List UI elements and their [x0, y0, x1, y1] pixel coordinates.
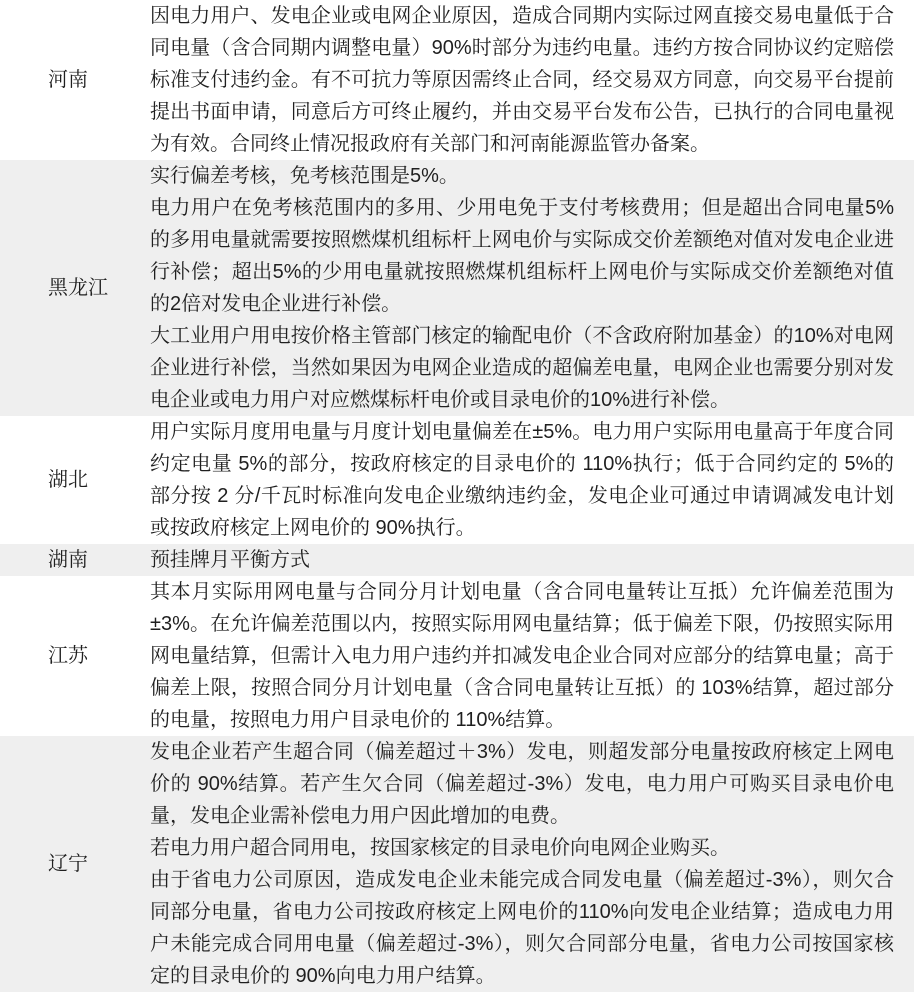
policy-paragraph: 大工业用户用电按价格主管部门核定的输配电价（不含政府附加基金）的10%对电网企业进行补偿，当然如果因为电网企业造成的超偏差电量，电网企业也需要分别对发电企业或电力用户对应燃煤标杆电价或目录电价的10%进行补偿。	[150, 325, 894, 411]
policy-paragraph: 若电力用户超合同用电，按国家核定的目录电价向电网企业购买。	[150, 837, 730, 859]
policy-paragraph: 预挂牌月平衡方式	[150, 549, 310, 571]
province-name: 河南	[48, 69, 88, 91]
province-name: 湖南	[48, 549, 88, 571]
policy-text-cell	[150, 160, 914, 416]
policy-paragraph: 因电力用户、发电企业或电网企业原因，造成合同期内实际过网直接交易电量低于合同电量（含合同期内调整电量）90%时部分为违约电量。违约方按合同协议约定赔偿标准支付违约金。有不可抗力等原因需终止合同，经交易双方同意，向交易平台提前提出书面申请，同意后方可终止履约，并由交易平台发布公告，已执行的合同电量视为有效。合同终止情况报政府有关部门和河南能源监管办备案。	[150, 5, 894, 155]
table-row	[0, 544, 914, 576]
table-row	[0, 416, 914, 544]
table-row	[0, 160, 914, 416]
policy-paragraph: 实行偏差考核，免考核范围是5%。	[150, 165, 459, 187]
policy-text-cell	[150, 544, 914, 576]
policy-paragraph: 用户实际月度用电量与月度计划电量偏差在±5%。电力用户实际用电量高于年度合同约定电量 5%的部分，按政府核定的目录电价的 110%执行；低于合同约定的 5%的部分按 2 分/千瓦时标准向发电企业缴纳违约金，发电企业可通过申请调减发电计划或按政府核定上网电价的 90%执行。	[150, 421, 894, 539]
policy-text-cell	[150, 576, 914, 736]
policy-text-cell	[150, 736, 914, 992]
policy-paragraph: 电力用户在免考核范围内的多用、少用电免于支付考核费用；但是超出合同电量5%的多用电量就需要按照燃煤机组标杆上网电价与实际成交价差额绝对值对发电企业进行补偿；超出5%的少用电量就按照燃煤机组标杆上网电价与实际成交价差额绝对值的2倍对发电企业进行补偿。	[150, 197, 894, 315]
province-name: 黑龙江	[48, 277, 108, 299]
province-name: 辽宁	[48, 853, 88, 875]
policy-paragraph: 发电企业若产生超合同（偏差超过＋3%）发电，则超发部分电量按政府核定上网电价的 90%结算。若产生欠合同（偏差超过-3%）发电，电力用户可购买目录电价电量，发电企业需补偿电力用户因此增加的电费。	[150, 741, 894, 827]
policy-paragraph: 由于省电力公司原因，造成发电企业未能完成合同发电量（偏差超过-3%），则欠合同部分电量，省电力公司按政府核定上网电价的110%向发电企业结算；造成电力用户未能完成合同用电量（偏差超过-3%），则欠合同部分电量，省电力公司按国家核定的目录电价的 90%向电力用户结算。	[150, 869, 894, 987]
table-row	[0, 0, 914, 160]
policy-text-cell	[150, 0, 914, 160]
table-row	[0, 736, 914, 992]
table-row	[0, 576, 914, 736]
province-name: 江苏	[48, 645, 88, 667]
policy-text-cell	[150, 416, 914, 544]
province-name: 湖北	[48, 469, 88, 491]
policy-paragraph: 其本月实际用网电量与合同分月计划电量（含合同电量转让互抵）允许偏差范围为±3%。在允许偏差范围以内，按照实际用网电量结算；低于偏差下限，仍按照实际用网电量结算，但需计入电力用户违约并扣减发电企业合同对应部分的结算电量；高于偏差上限，按照合同分月计划电量（含合同电量转让互抵）的 103%结算，超过部分的电量，按照电力用户目录电价的 110%结算。	[150, 581, 894, 731]
